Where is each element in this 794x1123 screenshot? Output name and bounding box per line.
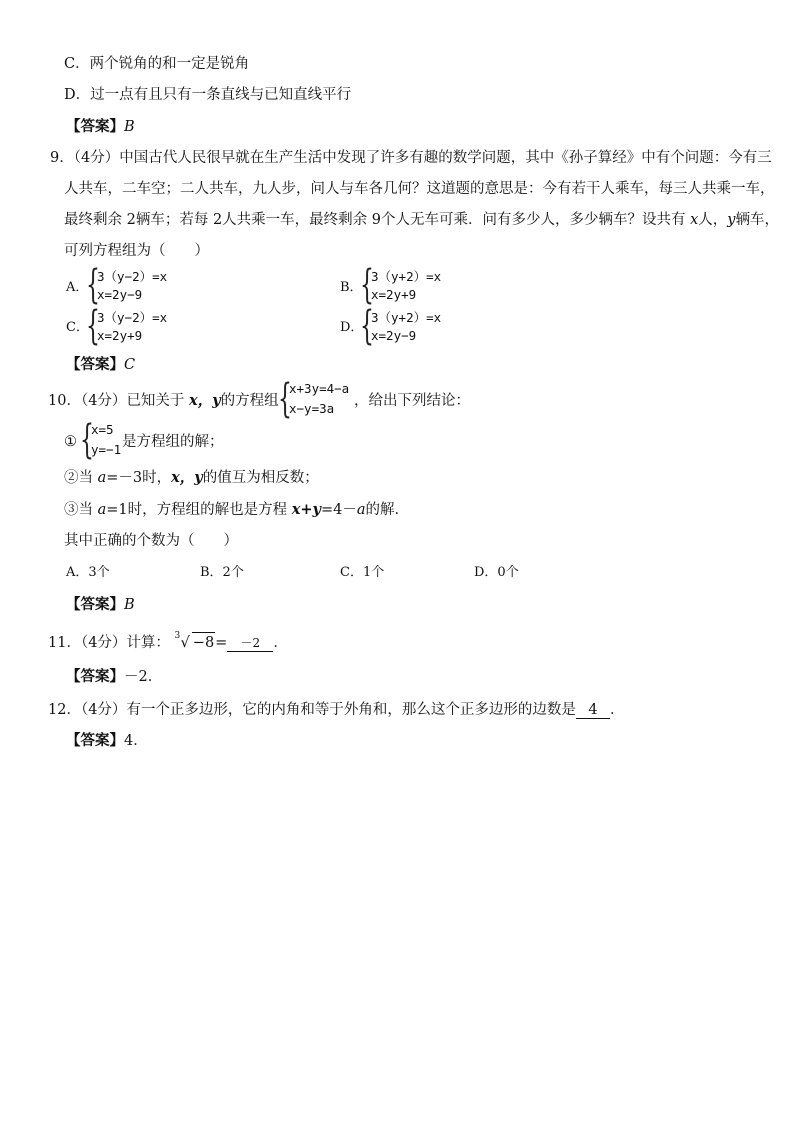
- variable-x: x: [690, 212, 699, 228]
- question-text: 的值互为相反数；: [202, 470, 319, 486]
- answer-value: －2．: [124, 669, 163, 685]
- question-text: ③当: [64, 502, 98, 518]
- equation-2: x=2y−9: [97, 287, 143, 302]
- variable-a: a: [97, 470, 107, 486]
- q10-conclusion-2: [64, 468, 319, 488]
- q10-option-a: A．3个: [66, 565, 110, 580]
- q10-conclusion-3: [64, 500, 409, 520]
- q9-line-1: [50, 148, 772, 168]
- brace-icon: {: [80, 417, 94, 463]
- q10-option-b: B．2个: [200, 565, 244, 580]
- brace-icon: {: [278, 376, 292, 422]
- question-text: 辆车，: [735, 212, 779, 228]
- q8-answer: [66, 117, 135, 137]
- radical-sign-icon: √: [180, 635, 190, 651]
- q12-stem: [48, 700, 624, 720]
- equation: x+y: [291, 501, 321, 518]
- equation-2: x−y=3a: [289, 401, 335, 416]
- brace-icon: {: [360, 262, 374, 308]
- q12-answer: [66, 731, 148, 751]
- question-text: 的解．: [365, 502, 410, 518]
- q9-line-3: [64, 210, 779, 230]
- q9-option-a-label: A．: [66, 280, 89, 295]
- q10-option-d: D．0个: [474, 565, 519, 580]
- q9-option-d-label: D．: [340, 320, 364, 335]
- q8-option-d: D．过一点有且只有一条直线与已知直线平行: [64, 87, 352, 103]
- q10-conclusion-1-text: 是方程组的解；: [122, 434, 224, 450]
- variable-a: a: [356, 502, 366, 518]
- equation-1: x=5: [91, 422, 114, 437]
- equation-1: 3（y+2）=x: [371, 310, 442, 325]
- equation-2: y=−1: [91, 442, 122, 457]
- question-number: 11．（4分）: [48, 635, 127, 651]
- radical-index: 3: [174, 631, 181, 641]
- q9-line-4: 可列方程组为（ ）: [64, 243, 209, 259]
- question-text: =4－: [320, 502, 357, 518]
- q11-stem: [48, 632, 288, 653]
- answer-label: 【答案】: [66, 356, 124, 373]
- equation-1: x+3y=4−a: [289, 381, 350, 396]
- equals-sign: =: [215, 635, 228, 651]
- question-text: 中国古代人民很早就在生产生活中发现了许多有趣的数学问题，其中《孙子算经》中有个问题：今有三: [119, 150, 772, 166]
- radicand: −8: [192, 632, 215, 653]
- variable-a: a: [97, 502, 107, 518]
- answer-blank: －2: [227, 635, 273, 652]
- question-text: 有一个正多边形，它的内角和等于外角和，那么这个正多边形的边数是: [126, 702, 576, 718]
- answer-value: B: [124, 597, 135, 613]
- question-text: 的方程组: [220, 393, 279, 409]
- q9-option-b-label: B．: [340, 280, 363, 295]
- brace-icon: {: [86, 262, 100, 308]
- question-text: 人，: [698, 212, 728, 228]
- q10-stem-end: ，给出下列结论：: [354, 393, 470, 409]
- brace-icon: {: [86, 303, 100, 349]
- answer-label: 【答案】: [66, 596, 124, 613]
- variable-y: y: [727, 212, 736, 228]
- q9-option-c-label: C．: [66, 320, 89, 335]
- equation-1: 3（y−2）=x: [97, 310, 168, 325]
- q10-question: 其中正确的个数为（ ）: [64, 533, 238, 549]
- question-text: ②当: [64, 470, 98, 486]
- variables: x，y: [171, 469, 203, 486]
- answer-value: B: [124, 119, 135, 135]
- question-text: 最终剩余 2辆车；若每 2人共乘一车，最终剩余 9个人无车可乘．问有多少人，多少辆车？设共有: [64, 212, 691, 228]
- q9-line-2: 人共车，二车空；二人共车，九人步，问人与车各几何？这道题的意思是：今有若干人乘车，每三人共乘一车，: [64, 181, 775, 197]
- equation-2: x=2y+9: [371, 287, 417, 302]
- equation-1: 3（y−2）=x: [97, 269, 168, 284]
- q10-conclusion-1-mark: ①: [64, 434, 77, 450]
- answer-label: 【答案】: [66, 732, 124, 749]
- question-text: ．: [273, 635, 288, 651]
- brace-icon: {: [360, 303, 374, 349]
- q10-option-c: C．1个: [340, 565, 385, 580]
- q9-answer: [66, 355, 135, 375]
- cube-root: [175, 632, 216, 653]
- answer-label: 【答案】: [66, 668, 124, 685]
- question-number: 9．（4分）: [50, 150, 120, 166]
- answer-value: C: [124, 357, 136, 373]
- question-text: =－3时，: [106, 470, 172, 486]
- question-text: 已知关于: [126, 393, 190, 409]
- equation-2: x=2y+9: [97, 328, 143, 343]
- variables: x，y: [189, 392, 221, 409]
- answer-label: 【答案】: [66, 118, 124, 135]
- equation-2: x=2y−9: [371, 328, 417, 343]
- q8-option-c: C．两个锐角的和一定是锐角: [64, 56, 250, 72]
- question-number: 10．（4分）: [48, 393, 127, 409]
- question-text: ．: [609, 702, 625, 718]
- equation-1: 3（y+2）=x: [371, 269, 442, 284]
- q11-answer: [66, 667, 162, 687]
- q10-stem: [48, 391, 279, 411]
- question-number: 12．（4分）: [48, 702, 127, 718]
- answer-value: 4．: [124, 733, 148, 749]
- q10-answer: [66, 595, 135, 615]
- question-text: 计算：: [126, 635, 170, 651]
- answer-blank: 4: [576, 702, 610, 719]
- question-text: =1时，方程组的解也是方程: [106, 502, 292, 518]
